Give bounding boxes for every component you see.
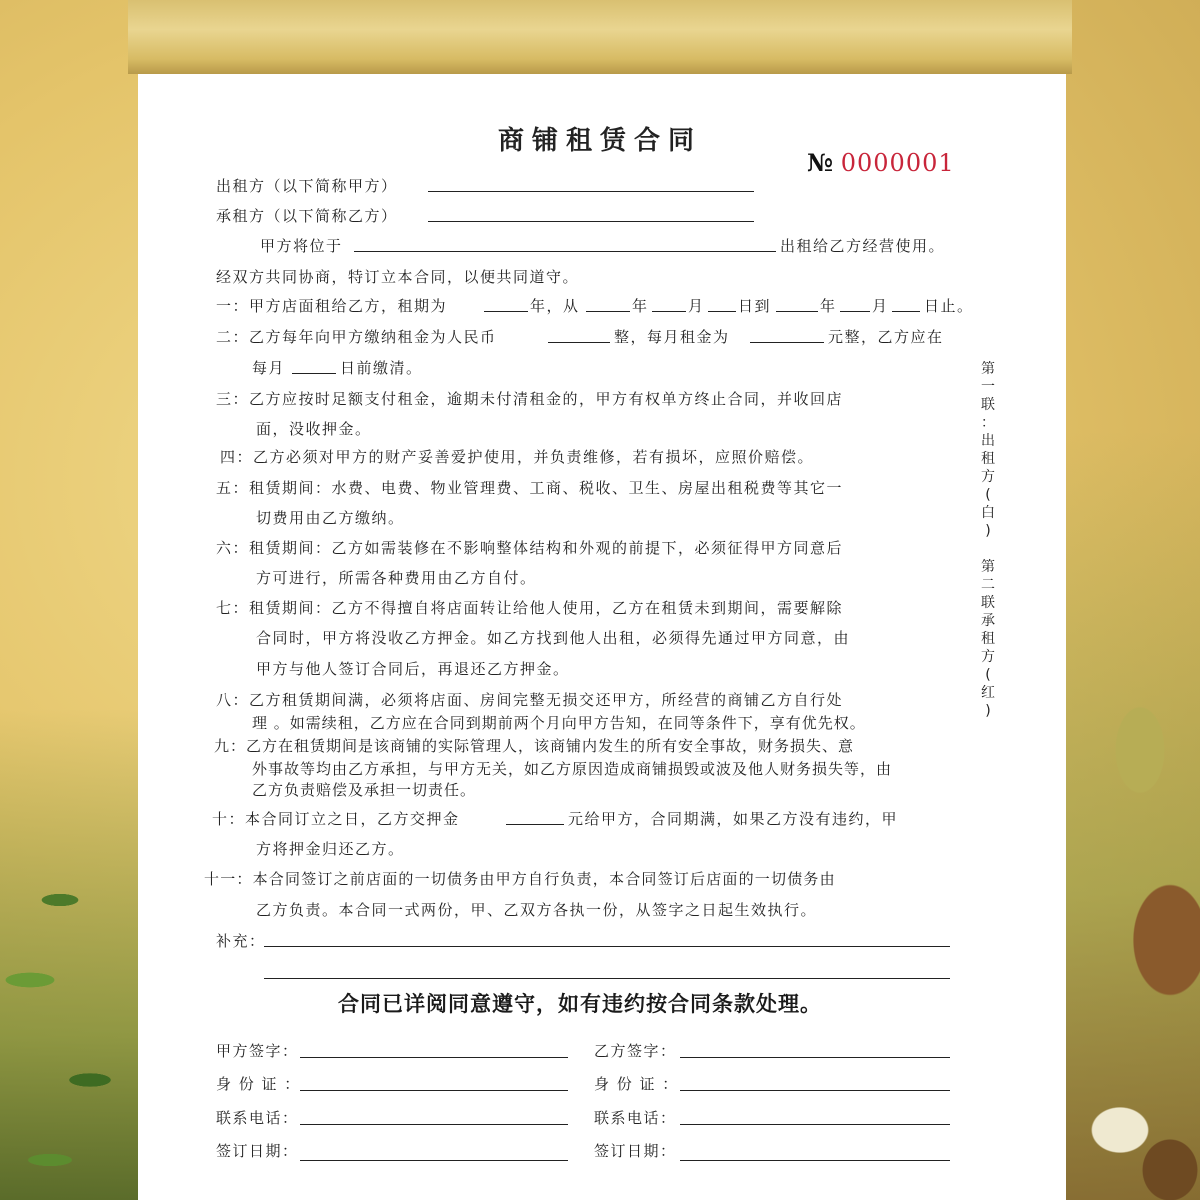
copy-labels <box>978 360 998 720</box>
lessee-phone-field[interactable] <box>680 1124 950 1125</box>
lessee-date-field[interactable] <box>680 1160 950 1161</box>
sign-left-label-3: 联系电话： <box>216 1109 299 1127</box>
clause2-b: 整，每月租金为 <box>614 328 730 346</box>
decoration-right <box>1060 430 1200 1200</box>
supplement-label: 补充： <box>216 932 266 950</box>
clause1-end-month-field[interactable] <box>840 311 870 312</box>
clause2-d: 每月 <box>252 359 286 377</box>
clause8-line2: 理 。如需续租，乙方应在合同到期前两个月向甲方告知，在同等条件下，享有优先权。 <box>252 714 866 732</box>
lessor-label: 出租方（以下简称甲方） <box>216 177 398 195</box>
clause4-line1: 四：乙方必须对甲方的财产妥善爱护使用，并负责维修，若有损坏，应照价赔偿。 <box>220 448 815 466</box>
serial-number <box>807 148 955 177</box>
scroll-roller <box>128 0 1072 74</box>
lessor-phone-field[interactable] <box>300 1124 568 1125</box>
sign-left-label-2: 身 份 证 ： <box>216 1075 301 1093</box>
clause7-line3: 甲方与他人签订合同后，再退还乙方押金。 <box>256 660 570 678</box>
clause2-e: 日前缴清。 <box>340 359 423 377</box>
sign-left-label-4: 签订日期： <box>216 1142 299 1160</box>
clause6-line1: 六：租赁期间：乙方如需装修在不影响整体结构和外观的前提下，必须征得甲方同意后 <box>216 539 844 557</box>
location-suffix: 出租给乙方经营使用。 <box>780 237 946 255</box>
clause3-line2: 面，没收押金。 <box>256 420 372 438</box>
sign-right-label-3: 联系电话： <box>594 1109 677 1127</box>
contract-title: 商铺租赁合同 <box>497 126 702 156</box>
supplement-field-2[interactable] <box>264 978 950 979</box>
clause8-line1: 八：乙方租赁期间满，必须将店面、房间完整无损交还甲方，所经营的商铺乙方自行处 <box>216 691 844 709</box>
clause7-line1: 七：租赁期间：乙方不得擅自将店面转让给他人使用，乙方在租赁未到期间，需要解除 <box>216 599 844 617</box>
location-prefix: 甲方将位于 <box>260 237 343 255</box>
clause1-start-month-field[interactable] <box>652 311 686 312</box>
clause3-line1: 三：乙方应按时足额支付租金，逾期未付清租金的，甲方有权单方终止合同，并收回店 <box>216 390 844 408</box>
clause10-b: 元给甲方，合同期满，如果乙方没有违约，甲 <box>568 810 899 828</box>
clause10-line2: 方将押金归还乙方。 <box>256 840 405 858</box>
clause11-line2: 乙方负责。本合同一式两份，甲、乙双方各执一份，从签字之日起生效执行。 <box>256 901 818 919</box>
clause9-line3: 乙方负责赔偿及承担一切责任。 <box>252 781 477 799</box>
lessee-id-field[interactable] <box>680 1090 950 1091</box>
clause1-end-year-field[interactable] <box>776 311 818 312</box>
serial-prefix: № <box>807 148 834 177</box>
clause1-start-year-field[interactable] <box>586 311 630 312</box>
clause1-h: 日止。 <box>924 297 974 315</box>
location-field[interactable] <box>354 251 776 252</box>
clause1-c: 年 <box>632 297 649 315</box>
clause7-line2: 合同时，甲方将没收乙方押金。如乙方找到他人出租，必须得先通过甲方同意，由 <box>256 629 851 647</box>
supplement-field-1[interactable] <box>264 946 950 947</box>
clause11-line1: 十一：本合同签订之前店面的一切债务由甲方自行负责，本合同签订后店面的一切债务由 <box>204 870 836 888</box>
clause10-deposit-field[interactable] <box>506 824 564 825</box>
lessee-signature-field[interactable] <box>680 1057 950 1058</box>
clause6-line2: 方可进行，所需各种费用由乙方自付。 <box>256 569 537 587</box>
lessor-id-field[interactable] <box>300 1090 568 1091</box>
clause2-c: 元整，乙方应在 <box>828 328 944 346</box>
copy-label-second: 第 二 联 承 租 方 ( 红 ) <box>981 559 995 719</box>
clause10-a: 十：本合同订立之日，乙方交押金 <box>212 810 460 828</box>
sign-left-label-1: 甲方签字： <box>216 1042 299 1060</box>
copy-label-first: 第 一 联 ： 出 租 方 ( 白 ) <box>981 361 995 539</box>
clause5-line1: 五：租赁期间：水费、电费、物业管理费、工商、税收、卫生、房屋出租税费等其它一 <box>216 479 844 497</box>
clause2-annual-rent-field[interactable] <box>548 342 610 343</box>
clause9-line2: 外事故等均由乙方承担，与甲方无关，如乙方原因造成商铺损毁或波及他人财务损失等，由 <box>252 760 893 778</box>
sign-right-label-1: 乙方签字： <box>594 1042 677 1060</box>
clause2-a: 二：乙方每年向甲方缴纳租金为人民币 <box>216 328 497 346</box>
sign-right-label-2: 身 份 证 ： <box>594 1075 679 1093</box>
clause1-years-field[interactable] <box>484 311 528 312</box>
lessor-field[interactable] <box>428 191 754 192</box>
sign-right-label-4: 签订日期： <box>594 1142 677 1160</box>
clause1-a: 一：甲方店面租给乙方，租期为 <box>216 297 448 315</box>
clause1-f: 年 <box>820 297 837 315</box>
intro-text: 经双方共同协商，特订立本合同，以便共同道守。 <box>216 268 580 286</box>
serial-value: 0000001 <box>840 149 955 177</box>
clause1-d: 月 <box>688 297 705 315</box>
lessee-label: 承租方（以下简称乙方） <box>216 207 398 225</box>
clause2-due-day-field[interactable] <box>292 373 336 374</box>
lessee-field[interactable] <box>428 221 754 222</box>
compliance-notice: 合同已详阅同意遵守，如有违约按合同条款处理。 <box>338 992 822 1016</box>
lessor-signature-field[interactable] <box>300 1057 568 1058</box>
willow-leaves-left <box>0 380 140 1200</box>
clause5-line2: 切费用由乙方缴纳。 <box>256 509 405 527</box>
clause1-end-day-field[interactable] <box>892 311 920 312</box>
clause1-g: 月 <box>872 297 889 315</box>
clause9-line1: 九：乙方在租赁期间是该商铺的实际管理人，该商铺内发生的所有安全事故，财务损失、意 <box>214 737 855 755</box>
clause2-monthly-rent-field[interactable] <box>750 342 824 343</box>
lessor-date-field[interactable] <box>300 1160 568 1161</box>
clause1-b: 年，从 <box>530 297 580 315</box>
clause1-e: 日到 <box>738 297 772 315</box>
clause1-start-day-field[interactable] <box>708 311 736 312</box>
